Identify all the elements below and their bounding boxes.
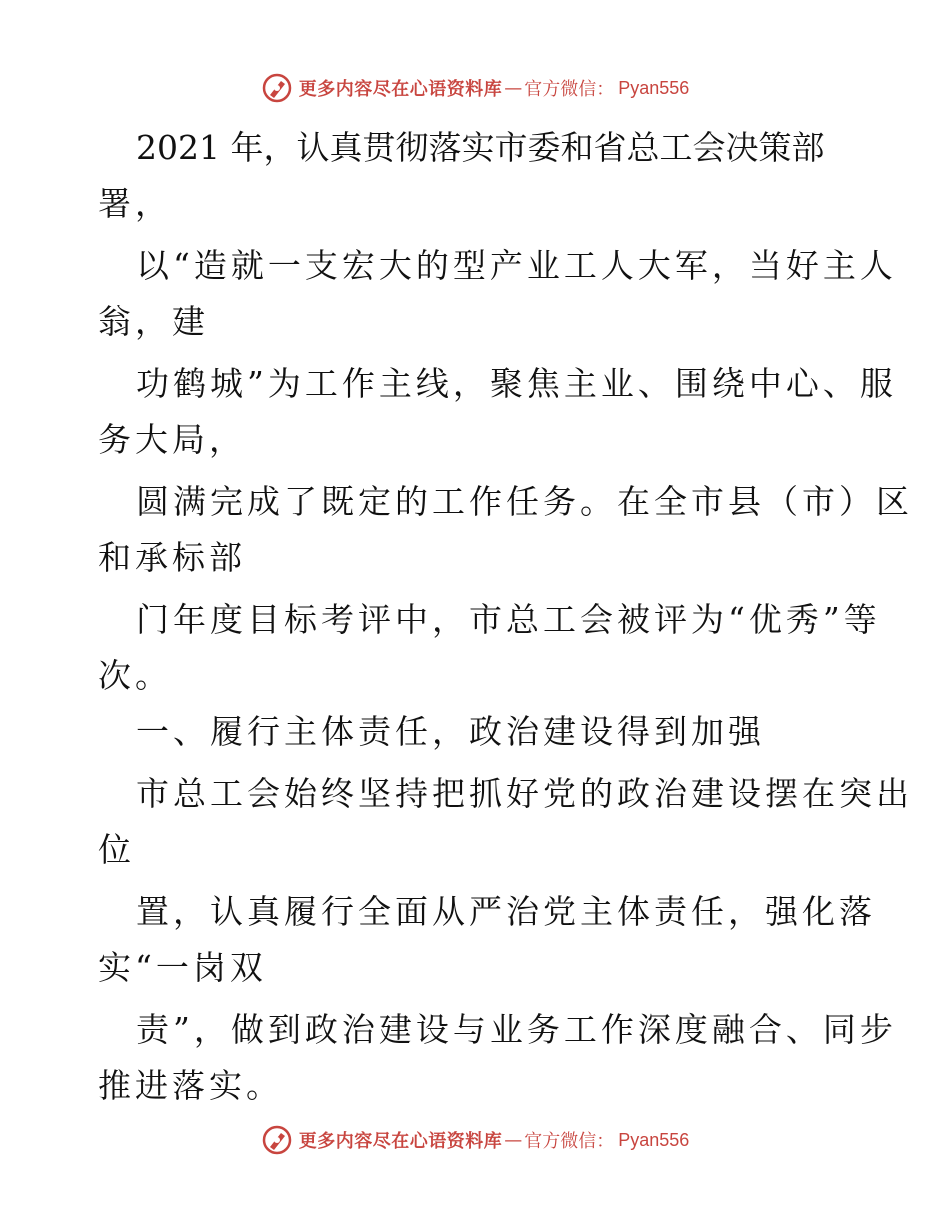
pen-circle-icon bbox=[261, 72, 293, 104]
watermark-main-text: 更多内容尽在心语资料库 bbox=[298, 1131, 503, 1152]
watermark-wechat-label: 官方微信： bbox=[524, 79, 615, 100]
paragraph-line: 2021 年，认真贯彻落实市委和省总工会决策部 bbox=[136, 128, 825, 167]
paragraph-line: 圆满完成了既定的工作任务。在全市县（市）区 bbox=[136, 482, 913, 521]
paragraph-line: 以“造就一支宏大的型产业工人大军，当好主人 bbox=[136, 246, 897, 285]
pen-circle-icon bbox=[261, 1124, 293, 1156]
paragraph-line: 署， bbox=[98, 184, 172, 223]
paragraph-line: 位 bbox=[98, 830, 135, 869]
paragraph-line: 门年度目标考评中，市总工会被评为“优秀”等 bbox=[136, 600, 881, 639]
watermark-wechat-id: Pyan556 bbox=[618, 77, 690, 98]
paragraph-line: 推进落实。 bbox=[98, 1066, 283, 1105]
watermark-separator: — bbox=[504, 1129, 523, 1151]
section-heading: 一、履行主体责任，政治建设得到加强 bbox=[136, 712, 765, 751]
header-watermark bbox=[0, 72, 950, 104]
watermark-main-text: 更多内容尽在心语资料库 bbox=[298, 79, 503, 100]
watermark-wechat-id: Pyan556 bbox=[618, 1129, 690, 1150]
paragraph-line: 置，认真履行全面从严治党主体责任，强化落 bbox=[136, 892, 876, 931]
watermark-wechat-label: 官方微信： bbox=[524, 1131, 615, 1152]
paragraph-line: 次。 bbox=[98, 656, 172, 695]
paragraph-line: 务大局， bbox=[98, 420, 246, 459]
paragraph-line: 功鹤城”为工作主线，聚焦主业、围绕中心、服 bbox=[136, 364, 897, 403]
paragraph-line: 实“一岗双 bbox=[98, 948, 267, 987]
paragraph-line: 翁，建 bbox=[98, 302, 209, 341]
paragraph-line: 责”，做到政治建设与业务工作深度融合、同步 bbox=[136, 1010, 897, 1049]
watermark-separator: — bbox=[504, 77, 523, 99]
paragraph-line: 市总工会始终坚持把抓好党的政治建设摆在突出 bbox=[136, 774, 913, 813]
footer-watermark bbox=[0, 1124, 950, 1156]
paragraph-line: 和承标部 bbox=[98, 538, 246, 577]
